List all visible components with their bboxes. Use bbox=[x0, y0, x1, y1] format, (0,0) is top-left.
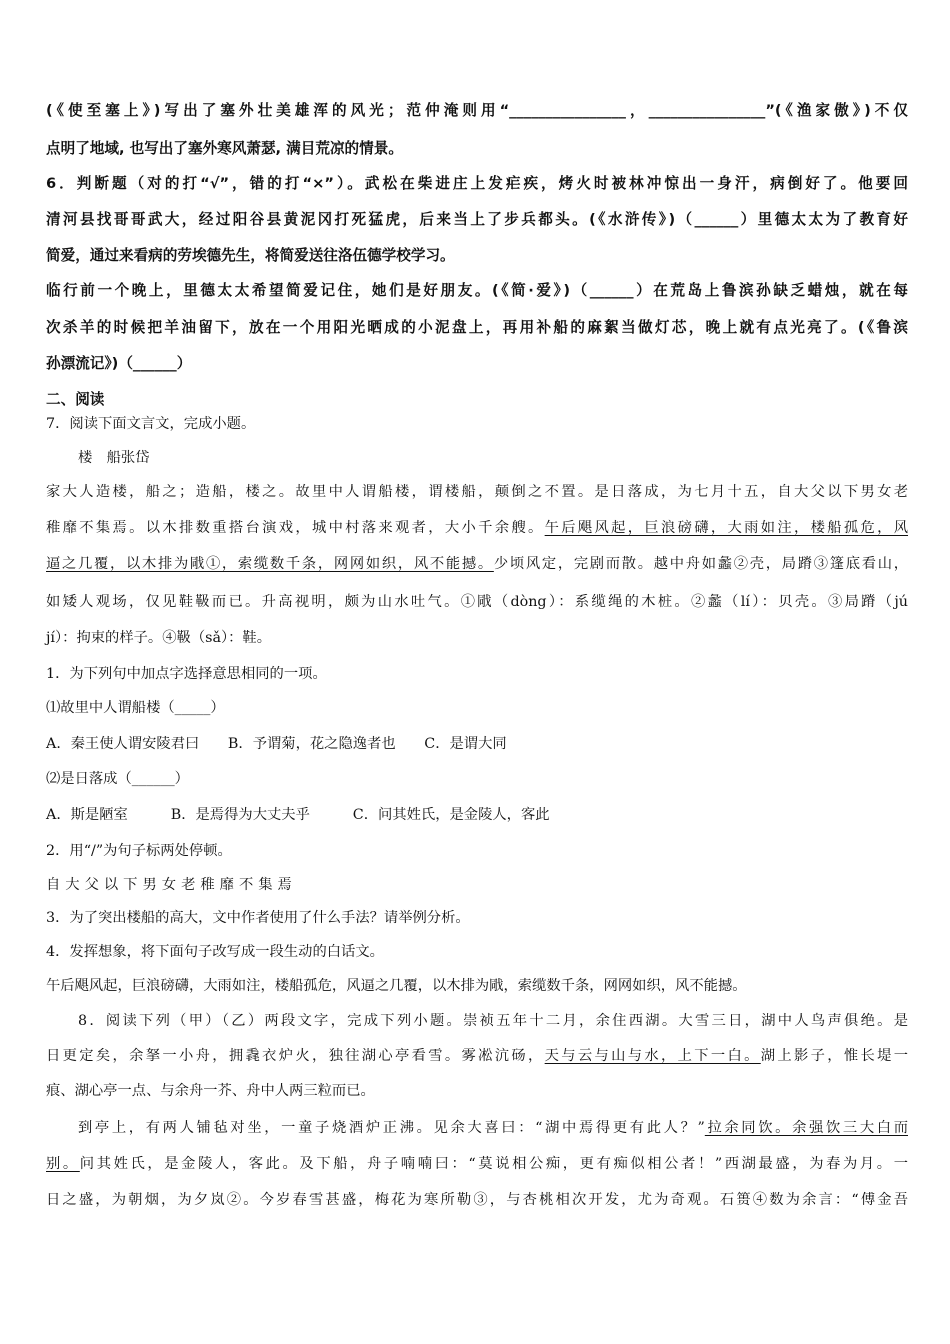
text-line: 次杀羊的时候把羊油留下，放在一个用阳光晒成的小泥盘上，再用补船的麻絮当做灯芯，晚上就有点光亮了。(《鲁滨 bbox=[46, 319, 908, 336]
answer-options: A．秦王使人谓安陵君曰 B．予谓菊，花之隐逸者也 C．是谓大同 bbox=[46, 736, 507, 752]
passage-line bbox=[46, 518, 908, 538]
passage-line: 如矮人观场，仅见鞋靸而已。升高视明，颇为山水吐气。①戙（dòng）：系缆绳的木桩。②蠡（lí）：贝壳。③局蹐（jú bbox=[46, 594, 908, 610]
text-line: 午后飓风起，巨浪磅礴，大雨如注，楼船孤危，风逼之几覆，以木排为戙，索缆数千条，网网如织，风不能撼。 bbox=[46, 978, 747, 994]
underlined-text: 逼之几覆，以木排为戙①，索缆数千条，网网如织，风不能撼。 bbox=[46, 556, 494, 572]
passage-title: 楼 船张岱 bbox=[78, 450, 150, 466]
subquestion-2: 2．用“/”为句子标两处停顿。 bbox=[46, 843, 232, 859]
subquestion-3: 3．为了突出楼船的高大，文中作者使用了什么手法？请举例分析。 bbox=[46, 910, 470, 926]
answer-options: A．斯是陋室 B．是焉得为大丈夫乎 C．问其姓氏，是金陵人，客此 bbox=[46, 807, 550, 823]
subquestion-4: 4．发挥想象，将下面句子改写成一段生动的白话文。 bbox=[46, 944, 384, 960]
text-line: 自大父以下男女老稚靡不集焉 bbox=[46, 877, 297, 893]
passage-line bbox=[78, 1118, 908, 1138]
question-8: 8．阅读下列（甲）（乙）两段文字，完成下列小题。崇祯五年十二月，余住西湖。大雪三日，湖中人鸟声俱绝。是 bbox=[78, 1013, 908, 1029]
text-line: 点明了地域, 也写出了塞外寒风萧瑟, 满目荒凉的情景。 bbox=[46, 140, 403, 157]
text-line: 清河县找哥哥武大，经过阳谷县黄泥冈打死猛虎，后来当上了步兵都头。(《水浒传》)（______）里德太太为了教育好 bbox=[46, 211, 908, 228]
passage-text: 到亭上，有两人铺毡对坐，一童子烧酒炉正沸。见余大喜曰：“湖中焉得更有此人？” bbox=[78, 1120, 705, 1136]
text-line: (《使至塞上》)写出了塞外壮美雄浑的风光；范仲淹则用“________________，________________”(《渔家傲》)不仅 bbox=[46, 102, 908, 119]
underlined-text: 拉余同饮。余强饮三大白而 bbox=[704, 1120, 908, 1136]
passage-text: 少顷风定，完剧而散。越中舟如蠡②壳，局蹐③篷底看山， bbox=[493, 556, 908, 572]
underlined-text: 午后飓风起，巨浪磅礴，大雨如注，楼船孤危，风 bbox=[544, 520, 909, 536]
passage-line: jí）：拘束的样子。④靸（sǎ）：鞋。 bbox=[46, 630, 272, 646]
passage-line: 家大人造楼，船之；造船，楼之。故里中人谓船楼，谓楼船，颠倒之不置。是日落成，为七月十五，自大父以下男女老 bbox=[46, 484, 908, 500]
text-line: 简爱，通过来看病的劳埃德先生，将简爱送往洛伍德学校学习。 bbox=[46, 247, 455, 264]
passage-text: 稚靡不集焉。以木排数重搭台演戏，城中村落来观者，大小千余艘。 bbox=[46, 520, 545, 536]
subquestion-line: ⑵是日落成（______） bbox=[46, 771, 189, 787]
passage-line: 痕、湖心亭一点、与余舟一芥、舟中人两三粒而已。 bbox=[46, 1083, 375, 1099]
subquestion-1: 1．为下列句中加点字选择意思相同的一项。 bbox=[46, 666, 327, 682]
passage-text: 湖上影子，惟长堤一 bbox=[760, 1048, 909, 1064]
question-6: 6．判断题（对的打“√”，错的打“×”）。武松在柴进庄上发疟疾，烤火时被林冲惊出一身汗，病倒好了。他要回 bbox=[46, 175, 908, 192]
passage-line bbox=[46, 1154, 908, 1174]
passage-text: 日更定矣，余拏一小舟，拥毳衣炉火，独往湖心亭看雪。雾凇沆砀， bbox=[46, 1048, 545, 1064]
passage-line bbox=[46, 1046, 908, 1066]
underlined-text: 天与云与山与水，上下一白。 bbox=[544, 1048, 761, 1064]
question-7: 7．阅读下面文言文，完成小题。 bbox=[46, 416, 256, 432]
section-heading: 二、阅读 bbox=[46, 391, 105, 408]
subquestion-line: ⑴故里中人谓船楼（_____） bbox=[46, 700, 225, 716]
text-line: 临行前一个晚上，里德太太希望简爱记住，她们是好朋友。(《简·爱》)（______）在荒岛上鲁滨孙缺乏蜡烛，就在每 bbox=[46, 282, 908, 299]
passage-line: 日之盛，为朝烟，为夕岚②。今岁春雪甚盛，梅花为寒所勒③，与杏桃相次开发，尤为奇观。石篑④数为余言：“傅金吾 bbox=[46, 1192, 908, 1208]
text-line: 孙漂流记》)（______） bbox=[46, 355, 192, 372]
passage-text: 问其姓氏，是金陵人，客此。及下船，舟子喃喃曰：“莫说相公痴，更有痴似相公者！”西湖最盛，为春为月。一 bbox=[79, 1156, 908, 1172]
passage-line bbox=[46, 554, 908, 574]
underlined-text: 别。 bbox=[46, 1156, 80, 1172]
